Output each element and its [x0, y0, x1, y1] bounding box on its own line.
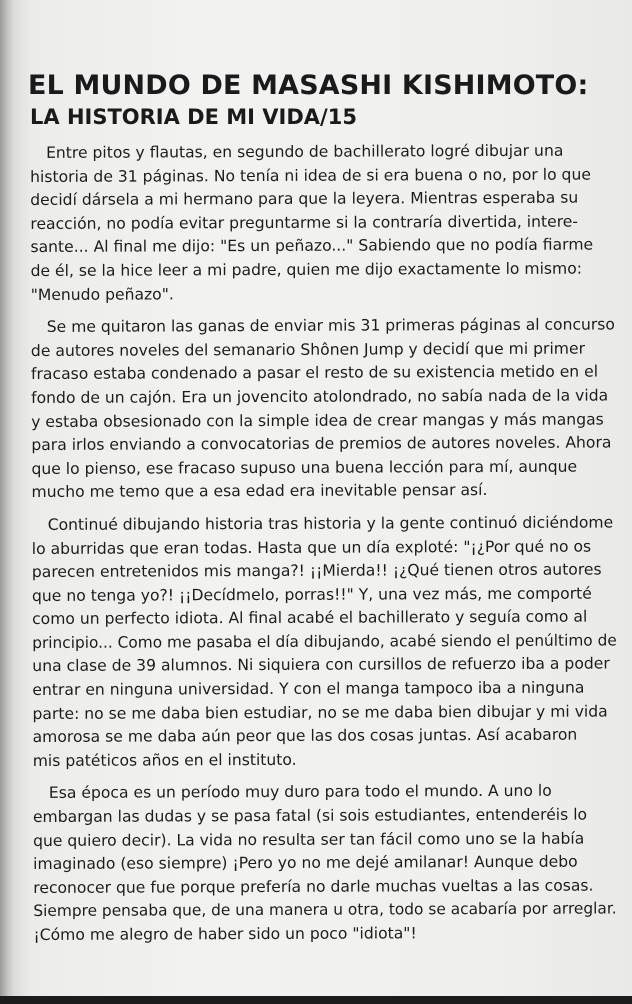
text-line: mis patéticos años en el instituto. [32, 750, 297, 770]
text-line: de autores noveles del semanario Shônen Jump y decidí que mi primer [30, 339, 586, 360]
page-gutter-shadow [0, 0, 14, 1004]
text-line: parecen entretenidos mis manga?! ¡¡Mierda!! ¡¿Qué tienen otros autores [31, 560, 602, 582]
text-line: parte: no se me daba bien estudiar, no se me daba bien dibujar y mi vida [32, 702, 608, 723]
text-line: "Menudo peñazo". [30, 284, 174, 304]
page-bottom-edge [0, 996, 632, 1004]
text-line: entrar en ninguna universidad. Y con el manga tampoco iba a ninguna [32, 678, 585, 700]
title-block [28, 70, 618, 130]
text-line: imaginado (eso siempre) ¡Pero yo no me dejé amilanar! Aunque debo [33, 852, 578, 874]
paragraph [31, 314, 616, 505]
text-line: fondo de un cajón. Era un jovencito atolondrado, no sabía nada de la vida [31, 386, 609, 407]
text-line: Siempre pensaba que, de una manera u otra, todo se acabaría por arreglar. [33, 899, 617, 921]
paragraph [33, 780, 618, 948]
paragraph [30, 139, 615, 307]
text-line: que lo pienso, ese fracaso supuso una buena lección para mí, aunque [31, 457, 578, 478]
body-text [30, 139, 618, 956]
text-line: Esa época es un período muy duro para todo el mundo. A uno lo [48, 782, 552, 803]
text-line: historia de 31 páginas. No tenía ni idea de si era buena o no, por lo que [30, 165, 591, 186]
text-line: reconocer que fue porque prefería no darle muchas vueltas a las cosas. [33, 876, 594, 897]
text-line: y estaba obsesionado con la simple idea de crear mangas y más mangas [31, 410, 604, 431]
text-line: reacción, no podía evitar preguntarme si la contraría divertida, intere- [30, 212, 579, 233]
text-line: para irlos enviando a convocatorias de premios de autores noveles. Ahora [31, 433, 612, 455]
text-line: lo aburridas que eran todas. Hasta que un día exploté: "¡¿Por qué no os [31, 537, 592, 558]
text-line: fracaso estaba condenado a pasar el resto de su existencia metido en el [30, 362, 599, 384]
page-title: EL MUNDO DE MASASHI KISHIMOTO: [28, 70, 589, 101]
text-line: Continué dibujando historia tras historia y la gente continuó diciéndome [47, 513, 614, 534]
text-line: Entre pitos y flautas, en segundo de bachillerato logré dibujar una [46, 141, 564, 162]
text-line: embargan las dudas y se pasa fatal (si sois estudiantes, entenderéis lo [32, 805, 588, 827]
page-subtitle: LA HISTORIA DE MI VIDA/15 [30, 105, 357, 129]
text-line: de él, se la hice leer a mi padre, quien me dijo exactamente lo mismo: [30, 259, 583, 280]
text-line: mucho me temo que a esa edad era inevitable pensar así. [31, 481, 488, 502]
text-line: una clase de 39 alumnos. Ni siquiera con cursillos de refuerzo iba a poder [32, 654, 610, 676]
text-line: que no tenga yo?! ¡¡Decídmelo, porras!!" Y, una vez más, me comporté [31, 584, 592, 605]
text-line: principio... Como me pasaba el día dibujando, acabé siendo el penúltimo de [32, 631, 617, 652]
text-line: decidí dársela a mi hermano para que la leyera. Mientras esperaba su [30, 188, 579, 210]
text-line: amorosa se me daba aún peor que las dos cosas juntas. Así acabaron [32, 725, 578, 747]
text-line: ¡Cómo me alegro de haber sido un poco "idiota"! [33, 924, 417, 944]
text-line: como un perfecto idiota. Al final acabé el bachillerato y seguía como al [32, 607, 588, 629]
paragraph [32, 511, 617, 773]
text-line: Se me quitaron las ganas de enviar mis 31 primeras páginas al concurso [46, 315, 615, 337]
text-line: que quiero decir). La vida no resulta ser tan fácil como uno se la había [33, 829, 585, 850]
text-line: sante... Al final me dijo: "Es un peñazo..." Sabiendo que no podía fiarme [30, 235, 594, 257]
